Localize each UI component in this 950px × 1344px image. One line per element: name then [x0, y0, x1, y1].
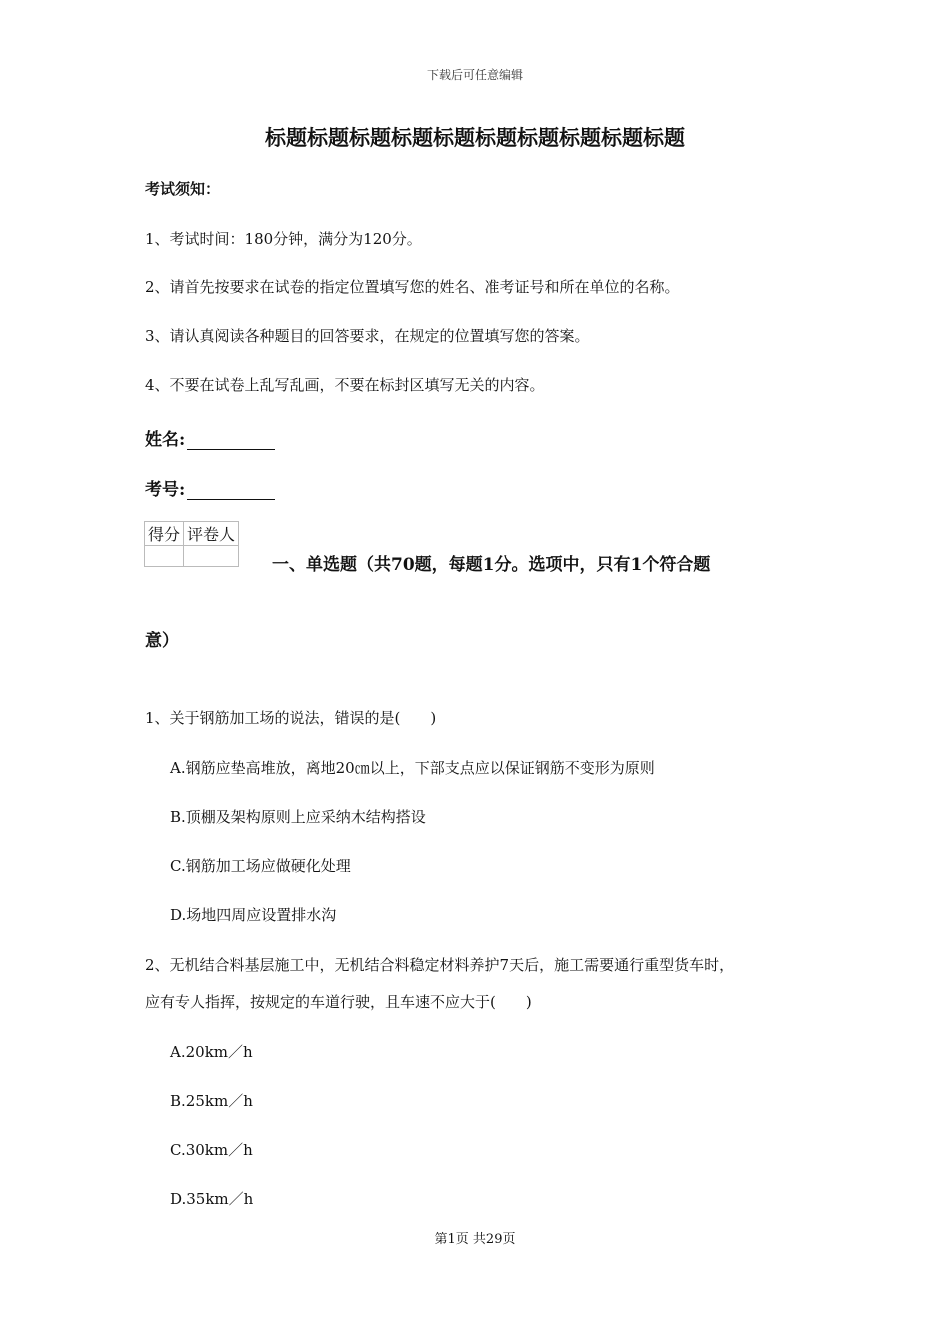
page-number: 第1页 共29页 [434, 1232, 516, 1247]
question-text-continued: 应有专人指挥，按规定的车道行驶，且车速不应大于( ) [145, 993, 532, 1011]
answer-option: C.钢筋加工场应做硬化处理 [170, 857, 351, 875]
exam-id-label: 考号: [145, 480, 186, 500]
name-blank-line[interactable] [187, 431, 275, 450]
answer-option: B.顶棚及架构原则上应采纳木结构搭设 [170, 808, 426, 826]
name-label: 姓名: [145, 430, 186, 450]
question-text: 2、无机结合料基层施工中，无机结合料稳定材料养护7天后，施工需要通行重型货车时， [145, 956, 735, 974]
answer-option: C.30km／h [170, 1141, 253, 1159]
document-title: 标题标题标题标题标题标题标题标题标题标题 [265, 125, 685, 150]
notice-item: 4、不要在试卷上乱写乱画，不要在标封区填写无关的内容。 [145, 376, 545, 394]
notice-title: 考试须知： [145, 180, 221, 198]
answer-option: D.场地四周应设置排水沟 [170, 906, 337, 924]
answer-option: A.钢筋应垫高堆放，离地20㎝以上，下部支点应以保证钢筋不变形为原则 [170, 759, 655, 777]
score-cell[interactable] [145, 546, 184, 567]
grader-cell[interactable] [184, 546, 239, 567]
header-note: 下载后可任意编辑 [426, 68, 523, 82]
notice-item: 3、请认真阅读各种题目的回答要求，在规定的位置填写您的答案。 [145, 327, 590, 345]
score-table [144, 521, 239, 567]
notice-item: 1、考试时间：180分钟，满分为120分。 [145, 230, 422, 248]
answer-option: A.20km／h [170, 1043, 253, 1061]
grader-header: 评卷人 [184, 522, 239, 546]
question-text: 1、关于钢筋加工场的说法，错误的是( ) [145, 709, 437, 727]
score-header: 得分 [145, 522, 184, 546]
answer-option: B.25km／h [170, 1092, 253, 1110]
exam-id-blank-line[interactable] [187, 481, 275, 500]
section-title: 一、单选题（共70题，每题1分。选项中，只有1个符合题 [272, 555, 711, 575]
exam-id-field [145, 475, 275, 500]
section-title-continued: 意） [145, 631, 179, 651]
notice-item: 2、请首先按要求在试卷的指定位置填写您的姓名、准考证号和所在单位的名称。 [145, 278, 680, 296]
answer-option: D.35km／h [170, 1190, 254, 1208]
name-field [145, 425, 275, 450]
